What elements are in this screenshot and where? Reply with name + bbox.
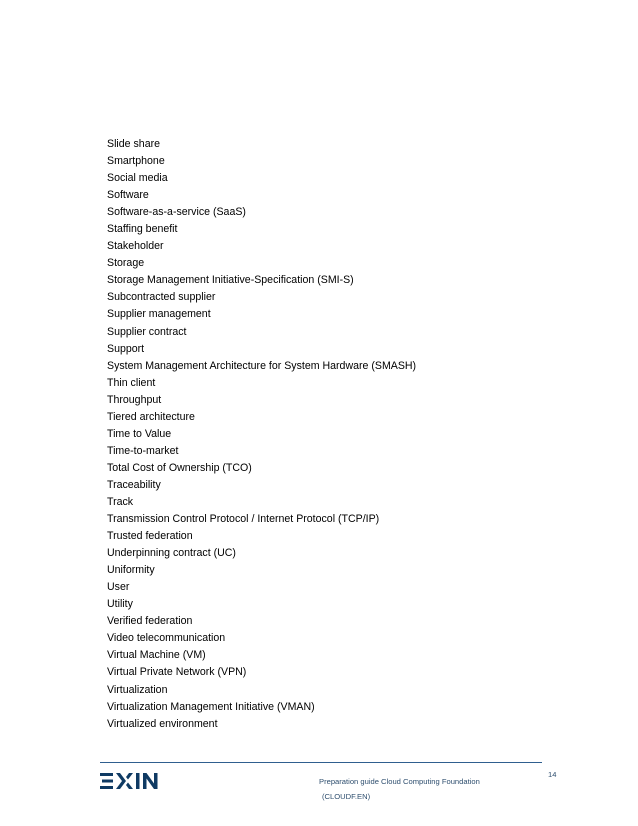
glossary-term: Smartphone bbox=[107, 155, 165, 168]
exin-logo bbox=[100, 768, 164, 794]
glossary-term: Virtual Machine (VM) bbox=[107, 649, 206, 662]
footer-guide-title: Preparation guide Cloud Computing Foundation bbox=[319, 777, 480, 786]
glossary-term: Trusted federation bbox=[107, 530, 193, 543]
glossary-term: Storage bbox=[107, 257, 145, 270]
page-number: 14 bbox=[548, 770, 557, 779]
glossary-term: Time to Value bbox=[107, 427, 172, 440]
glossary-term: Staffing benefit bbox=[107, 223, 178, 236]
glossary-term: Supplier contract bbox=[107, 325, 187, 338]
glossary-term: Thin client bbox=[107, 376, 156, 389]
glossary-term: Track bbox=[107, 495, 134, 508]
footer-exam-code: (CLOUDF.EN) bbox=[322, 792, 371, 801]
glossary-term: Software-as-a-service (SaaS) bbox=[107, 206, 246, 219]
glossary-term: Verified federation bbox=[107, 615, 193, 628]
glossary-term: Virtualized environment bbox=[107, 717, 218, 730]
glossary-term: Slide share bbox=[107, 138, 160, 150]
glossary-term: Video telecommunication bbox=[107, 632, 226, 645]
glossary-term: Virtualization Management Initiative (VMAN) bbox=[107, 700, 315, 713]
glossary-term: Time-to-market bbox=[107, 444, 179, 457]
glossary-term: Total Cost of Ownership (TCO) bbox=[107, 461, 252, 474]
glossary-term: Tiered architecture bbox=[107, 410, 195, 423]
glossary-term: Uniformity bbox=[107, 564, 155, 577]
glossary-term: Traceability bbox=[107, 478, 161, 491]
glossary-term: Transmission Control Protocol / Internet Protocol (TCP/IP) bbox=[107, 513, 380, 526]
glossary-term: Utility bbox=[107, 598, 133, 611]
glossary-term: Software bbox=[107, 189, 149, 202]
glossary-term: Social media bbox=[107, 172, 168, 185]
footer-divider bbox=[100, 762, 542, 763]
glossary-term: System Management Architecture for System Hardware (SMASH) bbox=[107, 359, 417, 372]
glossary-term: Underpinning contract (UC) bbox=[107, 547, 236, 560]
glossary-term: Virtual Private Network (VPN) bbox=[107, 666, 247, 679]
glossary-term-list bbox=[107, 136, 416, 733]
glossary-term: Stakeholder bbox=[107, 240, 164, 253]
glossary-term: Support bbox=[107, 342, 145, 355]
glossary-term: Subcontracted supplier bbox=[107, 291, 216, 304]
glossary-term: User bbox=[107, 581, 130, 594]
glossary-term: Storage Management Initiative-Specification (SMI-S) bbox=[107, 274, 354, 287]
glossary-term: Throughput bbox=[107, 393, 162, 406]
glossary-term: Supplier management bbox=[107, 308, 211, 321]
glossary-term: Virtualization bbox=[107, 683, 168, 696]
